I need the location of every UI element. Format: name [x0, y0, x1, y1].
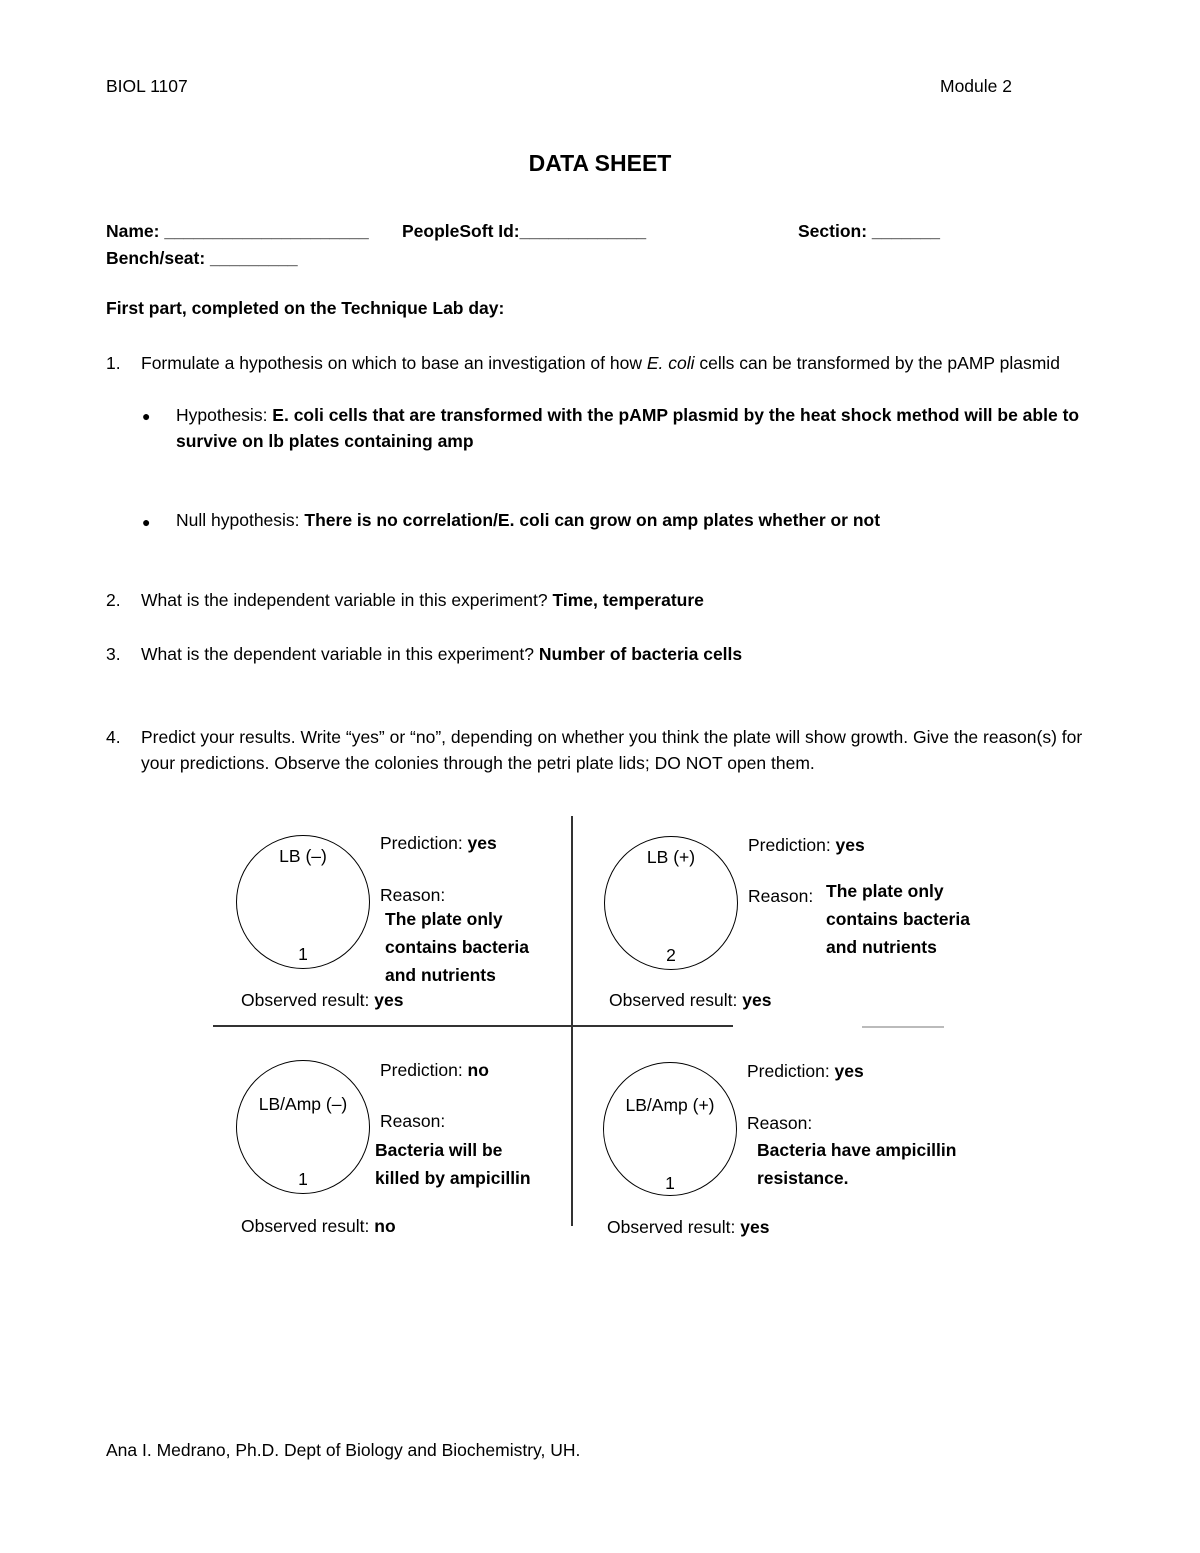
hypothesis — [176, 402, 1093, 454]
reason-line: and nutrients — [385, 965, 496, 985]
prediction-answer: yes — [467, 833, 497, 853]
question-number: 3. — [106, 644, 121, 664]
grid-divider-fragment — [862, 1026, 944, 1028]
reason-label: Reason: — [380, 1111, 446, 1131]
page-title: DATA SHEET — [528, 150, 672, 176]
answer: Number of bacteria cells — [538, 644, 743, 664]
question-text: What is the independent variable in this experiment? — [141, 590, 553, 610]
plate-name: LB (+) — [646, 847, 696, 867]
question-text: cells can be transformed by the pAMP plasmid — [694, 353, 1060, 373]
plate-number: 1 — [298, 1169, 308, 1189]
bench-seat-field[interactable]: Bench/seat: _________ — [106, 248, 298, 268]
petri-plate-icon — [604, 836, 738, 970]
prediction-answer: yes — [834, 1061, 864, 1081]
plate-number: 1 — [665, 1173, 675, 1193]
petri-plate-icon — [236, 835, 370, 969]
petri-plate-icon — [603, 1062, 737, 1196]
observed-result — [241, 1216, 396, 1237]
module-label: Module 2 — [940, 76, 1012, 96]
question-1 — [141, 350, 1093, 376]
bullet-icon: ● — [142, 514, 151, 530]
hypothesis-answer: E. coli cells that are transformed with the pAMP plasmid by the heat shock method will be able to survive on lb plates containing amp — [176, 405, 1080, 451]
question-number: 1. — [106, 353, 121, 373]
prediction — [748, 835, 865, 856]
observed-answer: yes — [374, 990, 404, 1010]
prediction — [380, 1060, 489, 1081]
prediction-label: Prediction: — [380, 1060, 468, 1080]
reason-line: and nutrients — [826, 937, 937, 957]
reason-answer — [757, 1136, 956, 1192]
observed-label: Observed result: — [609, 990, 743, 1010]
question-number: 4. — [106, 727, 121, 747]
grid-divider-horizontal — [213, 1025, 733, 1027]
observed-result — [607, 1217, 769, 1238]
prediction — [747, 1061, 864, 1082]
reason-line: Bacteria will be — [375, 1140, 503, 1160]
reason-line: killed by ampicillin — [375, 1168, 531, 1188]
plate-name: LB (–) — [279, 846, 327, 866]
prediction — [380, 833, 497, 854]
plate-number: 2 — [666, 945, 676, 965]
reason-label: Reason: — [748, 886, 814, 906]
species-name: E. coli — [646, 353, 695, 373]
petri-plate-icon — [236, 1060, 370, 1194]
answer: Time, temperature — [552, 590, 704, 610]
observed-label: Observed result: — [241, 990, 375, 1010]
observed-result — [609, 990, 771, 1011]
prediction-label: Prediction: — [748, 835, 836, 855]
course-code: BIOL 1107 — [106, 76, 188, 96]
question-number: 2. — [106, 590, 121, 610]
observed-result — [241, 990, 403, 1011]
question-text: What is the dependent variable in this experiment? — [141, 644, 539, 664]
observed-answer: yes — [742, 990, 772, 1010]
reason-line: resistance. — [757, 1168, 849, 1188]
reason-label: Reason: — [747, 1113, 813, 1133]
question-2 — [141, 590, 704, 611]
footer-credit: Ana I. Medrano, Ph.D. Dept of Biology and Biochemistry, UH. — [106, 1440, 581, 1460]
plate-name: LB/Amp (–) — [258, 1094, 348, 1114]
reason-line: Bacteria have ampicillin — [757, 1140, 957, 1160]
part-heading: First part, completed on the Technique Lab day: — [106, 298, 505, 318]
reason-line: The plate only — [826, 881, 944, 901]
null-hypothesis — [176, 510, 880, 531]
prediction-answer: no — [467, 1060, 489, 1080]
observed-answer: no — [374, 1216, 396, 1236]
hypothesis-label: Hypothesis: — [176, 405, 273, 425]
observed-label: Observed result: — [241, 1216, 375, 1236]
reason-answer — [375, 1136, 531, 1192]
prediction-label: Prediction: — [380, 833, 468, 853]
section-field[interactable]: Section: _______ — [798, 221, 941, 241]
reason-line: The plate only — [385, 909, 503, 929]
grid-divider-vertical — [571, 816, 573, 1226]
observed-answer: yes — [740, 1217, 770, 1237]
bullet-icon: ● — [142, 408, 151, 424]
reason-line: contains bacteria — [826, 909, 970, 929]
reason-answer — [385, 905, 529, 989]
question-3 — [141, 644, 742, 665]
name-field[interactable]: Name: _____________________ — [106, 221, 369, 241]
null-hypothesis-answer: There is no correlation/E. coli can grow on amp plates whether or not — [304, 510, 881, 530]
reason-line: contains bacteria — [385, 937, 529, 957]
plate-number: 1 — [298, 944, 308, 964]
peoplesoft-id-field[interactable]: PeopleSoft Id:_____________ — [402, 221, 647, 241]
prediction-label: Prediction: — [747, 1061, 835, 1081]
observed-label: Observed result: — [607, 1217, 741, 1237]
question-text: Formulate a hypothesis on which to base an investigation of how — [141, 353, 647, 373]
null-hypothesis-label: Null hypothesis: — [176, 510, 305, 530]
plate-name: LB/Amp (+) — [625, 1095, 715, 1115]
question-4: Predict your results. Write “yes” or “no”, depending on whether you think the plate will show growth. Give the reason(s) for your predictions. Observe the colonies through the petri plate lids; DO NOT open them. — [141, 727, 1083, 773]
reason-answer — [826, 877, 970, 961]
reason-label: Reason: — [380, 885, 446, 905]
prediction-answer: yes — [835, 835, 865, 855]
